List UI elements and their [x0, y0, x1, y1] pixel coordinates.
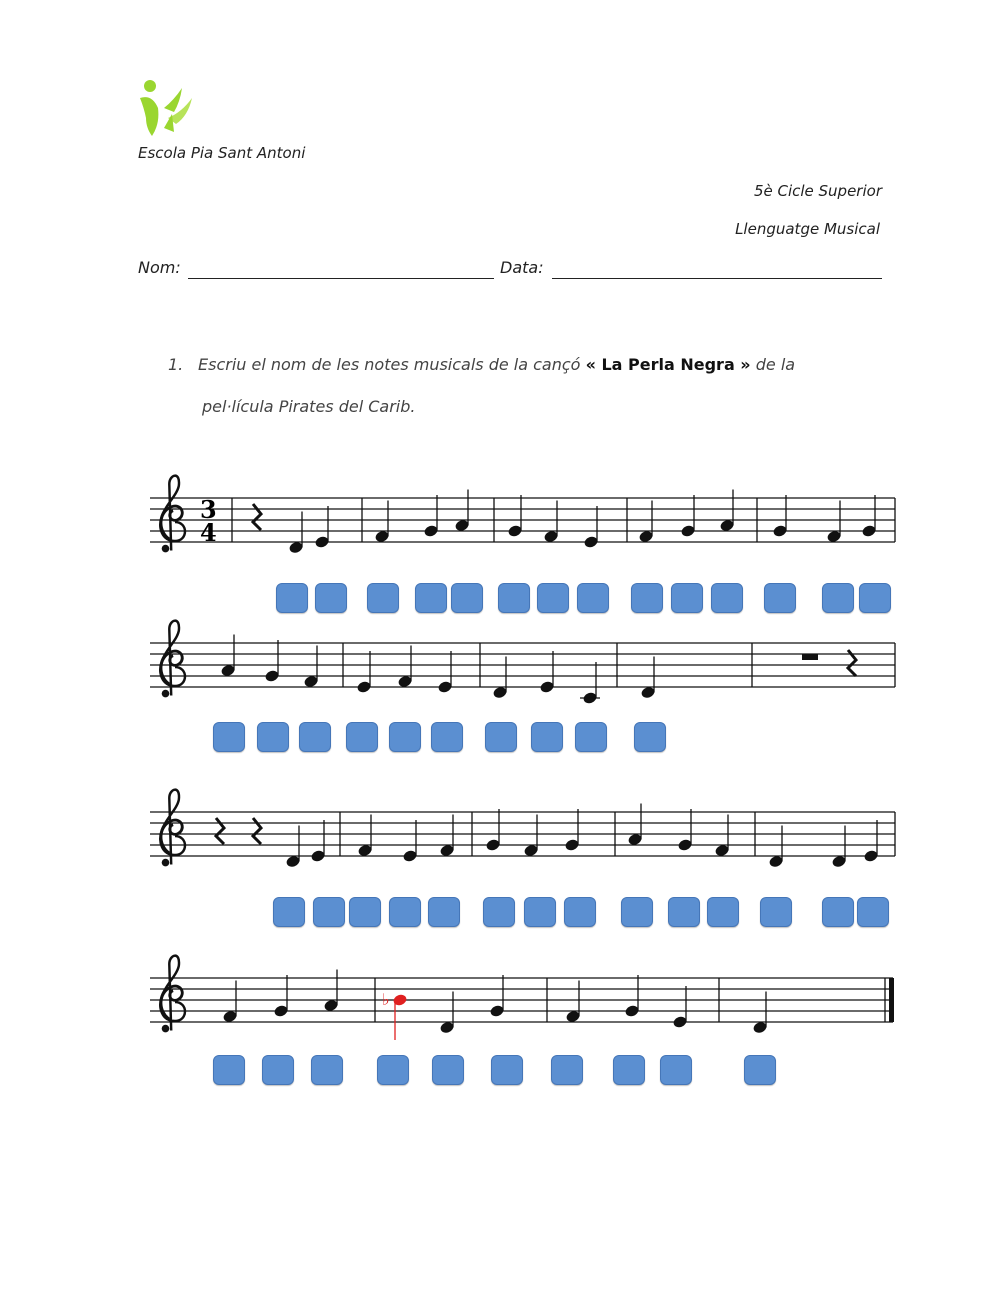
cycle-label: 5è Cicle Superior — [753, 182, 882, 200]
note-answer-box[interactable] — [537, 583, 569, 613]
subject-label: Llenguatge Musical — [735, 220, 880, 238]
quarter-rest — [216, 818, 224, 844]
treble-clef-icon — [160, 956, 185, 1033]
exercise-text-end: de la — [755, 355, 796, 374]
quarter-rest — [253, 818, 261, 844]
note-answer-box[interactable] — [213, 1055, 245, 1085]
exercise-number: 1. — [168, 355, 184, 374]
note-answer-box[interactable] — [631, 583, 663, 613]
time-signature-top: 3 — [200, 495, 217, 524]
note-answer-box[interactable] — [485, 722, 517, 752]
note-answer-box[interactable] — [524, 897, 556, 927]
note-answer-box[interactable] — [299, 722, 331, 752]
note-answer-box[interactable] — [415, 583, 447, 613]
note-answer-box[interactable] — [857, 897, 889, 927]
note-answer-box[interactable] — [428, 897, 460, 927]
note-answer-box[interactable] — [257, 722, 289, 752]
note-answer-box[interactable] — [498, 583, 530, 613]
note-answer-box[interactable] — [213, 722, 245, 752]
name-label: Nom: — [138, 258, 181, 277]
note-answer-box[interactable] — [311, 1055, 343, 1085]
note-answer-box[interactable] — [613, 1055, 645, 1085]
note-answer-box[interactable] — [822, 583, 854, 613]
note-answer-box[interactable] — [451, 583, 483, 613]
note-answer-box[interactable] — [389, 722, 421, 752]
note-answer-box[interactable] — [621, 897, 653, 927]
note-answer-box[interactable] — [660, 1055, 692, 1085]
note-answer-box[interactable] — [744, 1055, 776, 1085]
note-answer-box[interactable] — [367, 583, 399, 613]
note-answer-box[interactable] — [346, 722, 378, 752]
note-answer-box[interactable] — [764, 583, 796, 613]
note-answer-box[interactable] — [564, 897, 596, 927]
note-answer-box[interactable] — [389, 897, 421, 927]
song-title: « La Perla Negra » — [585, 355, 751, 374]
note-answer-box[interactable] — [273, 897, 305, 927]
date-label: Data: — [500, 258, 544, 277]
note-answer-box[interactable] — [671, 583, 703, 613]
final-bar-thick — [889, 978, 894, 1022]
note-answer-box[interactable] — [707, 897, 739, 927]
note-answer-box[interactable] — [276, 583, 308, 613]
school-name: Escola Pia Sant Antoni — [138, 144, 306, 162]
note-answer-box[interactable] — [551, 1055, 583, 1085]
note-answer-box[interactable] — [822, 897, 854, 927]
note-answer-box[interactable] — [711, 583, 743, 613]
half-rest — [802, 654, 818, 660]
note-answer-box[interactable] — [315, 583, 347, 613]
note-answer-box[interactable] — [313, 897, 345, 927]
treble-clef-icon — [160, 621, 185, 698]
note-answer-box[interactable] — [491, 1055, 523, 1085]
exercise-text-line2: pel·lícula Pirates del Carib. — [202, 397, 416, 416]
note-answer-box[interactable] — [634, 722, 666, 752]
treble-clef-icon — [160, 790, 185, 867]
treble-clef-icon — [160, 476, 185, 553]
note-answer-box[interactable] — [859, 583, 891, 613]
time-signature-bottom: 4 — [200, 518, 217, 547]
note-answer-box[interactable] — [349, 897, 381, 927]
note-answer-box[interactable] — [760, 897, 792, 927]
note-answer-box[interactable] — [483, 897, 515, 927]
note-answer-box[interactable] — [431, 722, 463, 752]
quarter-rest — [253, 504, 261, 530]
note-answer-box[interactable] — [432, 1055, 464, 1085]
flat-sign: ♭ — [382, 990, 390, 1009]
note-answer-box[interactable] — [668, 897, 700, 927]
note-answer-box[interactable] — [377, 1055, 409, 1085]
note-answer-box[interactable] — [262, 1055, 294, 1085]
note-answer-box[interactable] — [577, 583, 609, 613]
exercise-text: Escriu el nom de les notes musicals de la cançó — [198, 355, 581, 374]
note-answer-box[interactable] — [531, 722, 563, 752]
note-answer-box[interactable] — [575, 722, 607, 752]
